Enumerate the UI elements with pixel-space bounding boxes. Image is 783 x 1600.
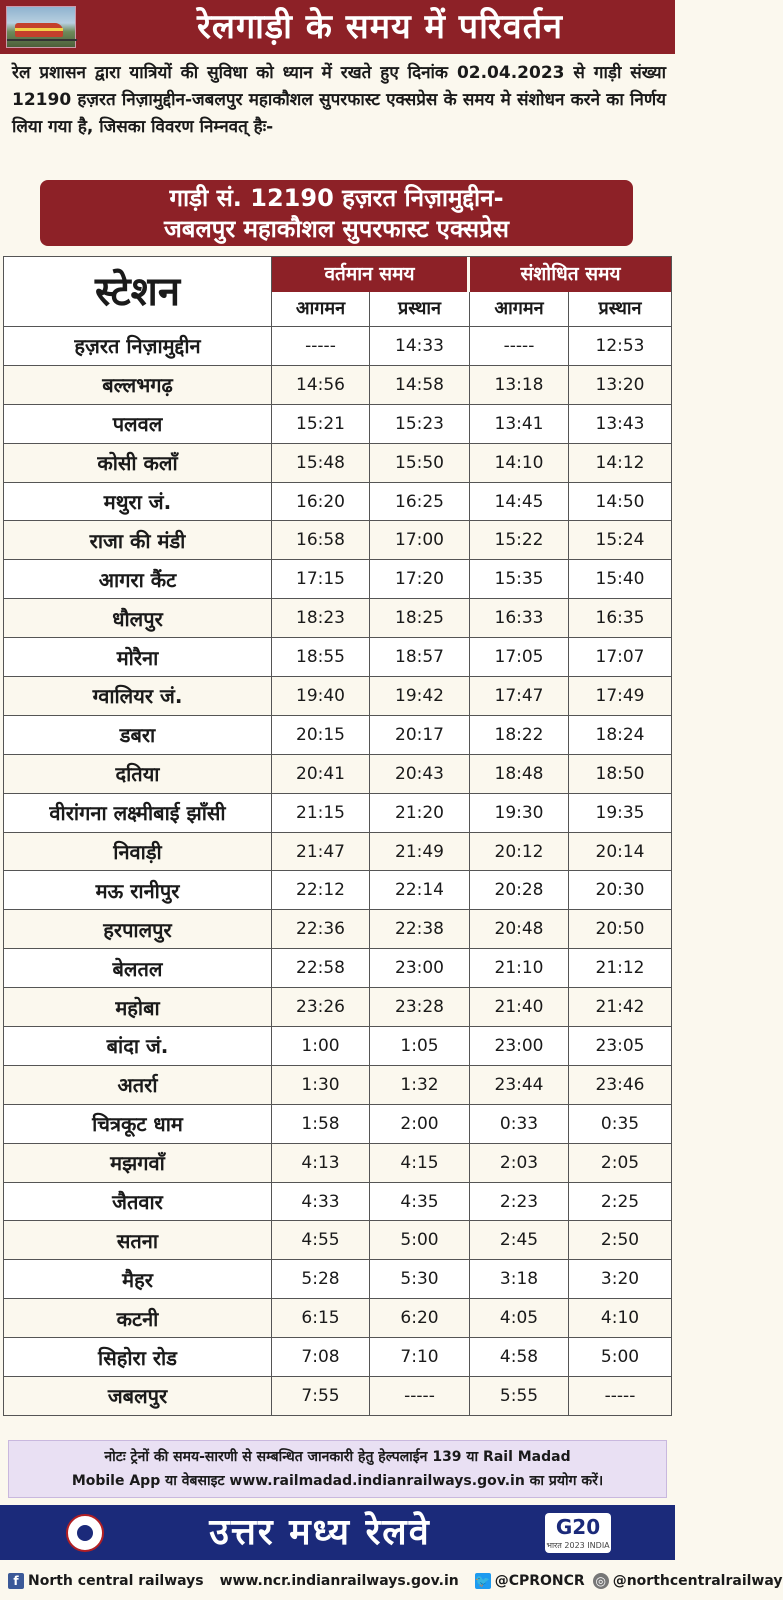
- current-departure-cell: 2:00: [370, 1105, 470, 1143]
- note-line-2: Mobile App या वेबसाइट www.railmadad.indianrailways.gov.in का प्रयोग करें।: [71, 1473, 604, 1489]
- current-departure-cell: 15:50: [370, 444, 470, 482]
- revised-arrival-cell: 20:12: [470, 833, 569, 871]
- station-name-cell: सिहोरा रोड: [4, 1338, 272, 1376]
- current-arrival-cell: 18:55: [272, 638, 370, 676]
- table-row: [3, 483, 672, 522]
- current-arrival-cell: 20:41: [272, 755, 370, 793]
- current-arrival-cell: 20:15: [272, 716, 370, 754]
- current-arrival-cell: 22:36: [272, 910, 370, 948]
- train-name-box: [40, 180, 633, 246]
- current-departure-cell: 14:33: [370, 327, 470, 365]
- website-link[interactable]: [220, 1573, 459, 1589]
- current-departure-cell: 14:58: [370, 366, 470, 404]
- revised-arrival-cell: 23:00: [470, 1027, 569, 1065]
- table-row: [3, 871, 672, 910]
- contact-footer: [0, 1562, 783, 1600]
- revised-arrival-cell: 3:18: [470, 1260, 569, 1298]
- current-departure-cell: 22:38: [370, 910, 470, 948]
- current-arrival-cell: 5:28: [272, 1260, 370, 1298]
- timetable: [3, 256, 672, 1416]
- station-name-cell: अतर्रा: [4, 1066, 272, 1104]
- current-departure-cell: 17:00: [370, 521, 470, 559]
- twitter-link[interactable]: [475, 1573, 585, 1589]
- facebook-handle: North central railways: [28, 1573, 204, 1589]
- current-arrival-cell: 7:08: [272, 1338, 370, 1376]
- current-departure-cell: 18:57: [370, 638, 470, 676]
- g20-logo: [545, 1513, 611, 1553]
- revised-departure-cell: 16:35: [595, 608, 645, 629]
- revised-departure-cell: 14:12: [595, 452, 645, 473]
- g20-logo-text: G20: [555, 1515, 601, 1539]
- revised-arrival-cell: 17:05: [470, 638, 569, 676]
- station-name-cell: बेलतल: [4, 949, 272, 987]
- current-departure-cell: 19:42: [370, 677, 470, 715]
- website-url: www.ncr.indianrailways.gov.in: [219, 1573, 459, 1589]
- station-name-cell: सतना: [4, 1221, 272, 1259]
- current-arrival-cell: 16:20: [272, 483, 370, 521]
- twitter-handle: @CPRONCR: [494, 1573, 585, 1589]
- table-row: [3, 638, 672, 677]
- revised-departure-cell: 2:50: [600, 1230, 640, 1251]
- current-arrival-cell: 17:15: [272, 560, 370, 598]
- station-name-cell: वीरांगना लक्ष्मीबाई झाँसी: [4, 794, 272, 832]
- station-name-cell: मोरैना: [4, 638, 272, 676]
- revised-arrival-cell: 18:22: [470, 716, 569, 754]
- table-row: [3, 949, 672, 988]
- current-time-header: वर्तमान समय: [272, 257, 470, 292]
- current-departure-cell: 18:25: [370, 599, 470, 637]
- current-departure-cell: 4:35: [370, 1183, 470, 1221]
- revised-departure-cell: 5:00: [600, 1347, 640, 1368]
- revised-arrival-cell: 2:03: [470, 1144, 569, 1182]
- current-arrival-cell: 1:58: [272, 1105, 370, 1143]
- current-departure-header: प्रस्थान: [370, 292, 470, 326]
- current-departure-cell: 15:23: [370, 405, 470, 443]
- page-title: रेलगाड़ी के समय में परिवर्तन: [197, 7, 563, 47]
- table-row: [3, 1338, 672, 1377]
- current-arrival-cell: 16:58: [272, 521, 370, 559]
- station-name-cell: जैतवार: [4, 1183, 272, 1221]
- current-departure-cell: 6:20: [370, 1299, 470, 1337]
- station-name-cell: महोबा: [4, 988, 272, 1026]
- revised-arrival-cell: 19:30: [470, 794, 569, 832]
- station-name-cell: आगरा कैंट: [4, 560, 272, 598]
- station-name-cell: मथुरा जं.: [4, 483, 272, 521]
- railway-zone-name: उत्तर मध्य रेलवे: [209, 1512, 431, 1553]
- station-name-cell: ग्वालियर जं.: [4, 677, 272, 715]
- revised-departure-cell: -----: [604, 1385, 636, 1406]
- current-arrival-cell: 23:26: [272, 988, 370, 1026]
- station-name-cell: हज़रत निज़ामुद्दीन: [4, 327, 272, 365]
- revised-departure-cell: 15:24: [595, 530, 645, 551]
- revised-departure-cell: 15:40: [595, 569, 645, 590]
- current-arrival-cell: 14:56: [272, 366, 370, 404]
- table-row: [3, 1183, 672, 1222]
- revised-arrival-cell: 14:45: [470, 483, 569, 521]
- station-name-cell: राजा की मंडी: [4, 521, 272, 559]
- revised-arrival-cell: 20:48: [470, 910, 569, 948]
- revised-departure-cell: 18:24: [595, 724, 645, 745]
- station-name-cell: निवाड़ी: [4, 833, 272, 871]
- revised-departure-header: प्रस्थान: [598, 298, 642, 319]
- station-name-cell: दतिया: [4, 755, 272, 793]
- revised-arrival-cell: 14:10: [470, 444, 569, 482]
- station-name-cell: बांदा जं.: [4, 1027, 272, 1065]
- current-arrival-cell: 22:58: [272, 949, 370, 987]
- instagram-icon: ◎: [593, 1573, 609, 1589]
- revised-departure-cell: 2:05: [600, 1152, 640, 1173]
- train-photo: [6, 6, 76, 48]
- revised-arrival-cell: -----: [470, 327, 569, 365]
- table-row: [3, 1299, 672, 1338]
- locomotive-icon: [15, 23, 63, 37]
- current-arrival-cell: 21:15: [272, 794, 370, 832]
- station-name-cell: बल्लभगढ़: [4, 366, 272, 404]
- revised-departure-cell: 13:20: [595, 374, 645, 395]
- current-departure-cell: 20:43: [370, 755, 470, 793]
- station-name-cell: पलवल: [4, 405, 272, 443]
- current-arrival-cell: 1:30: [272, 1066, 370, 1104]
- current-departure-cell: 21:20: [370, 794, 470, 832]
- instagram-link[interactable]: [593, 1573, 783, 1589]
- table-row: [3, 1221, 672, 1260]
- revised-departure-cell: 21:42: [595, 997, 645, 1018]
- facebook-link[interactable]: [8, 1573, 204, 1589]
- current-arrival-cell: -----: [272, 327, 370, 365]
- revised-departure-cell: 4:10: [600, 1308, 640, 1329]
- station-name-cell: डबरा: [4, 716, 272, 754]
- table-row: [3, 716, 672, 755]
- revised-departure-cell: 18:50: [595, 763, 645, 784]
- current-departure-cell: 4:15: [370, 1144, 470, 1182]
- revised-arrival-cell: 21:40: [470, 988, 569, 1026]
- table-row: [3, 366, 672, 405]
- revised-arrival-cell: 23:44: [470, 1066, 569, 1104]
- table-row: [3, 1377, 672, 1416]
- table-row: [3, 405, 672, 444]
- revised-departure-cell: 20:50: [595, 919, 645, 940]
- train-name-line-1: गाड़ी सं. 12190 हज़रत निज़ामुद्दीन-: [169, 184, 504, 212]
- revised-departure-cell: 23:05: [595, 1035, 645, 1056]
- revised-departure-cell: 17:07: [595, 647, 645, 668]
- current-arrival-cell: 4:55: [272, 1221, 370, 1259]
- revised-time-header: संशोधित समय: [470, 257, 671, 292]
- current-arrival-header: आगमन: [272, 292, 370, 326]
- current-arrival-cell: 6:15: [272, 1299, 370, 1337]
- current-arrival-cell: 1:00: [272, 1027, 370, 1065]
- table-row: [3, 327, 672, 366]
- revised-departure-cell: 21:12: [595, 958, 645, 979]
- current-departure-cell: 16:25: [370, 483, 470, 521]
- table-row: [3, 833, 672, 872]
- station-name-cell: मैहर: [4, 1260, 272, 1298]
- current-arrival-cell: 21:47: [272, 833, 370, 871]
- current-arrival-cell: 22:12: [272, 871, 370, 909]
- railway-banner: [0, 1505, 675, 1560]
- table-row: [3, 677, 672, 716]
- table-row: [3, 1105, 672, 1144]
- table-row: [3, 560, 672, 599]
- station-name-cell: जबलपुर: [4, 1377, 272, 1415]
- revised-arrival-cell: 13:18: [470, 366, 569, 404]
- station-name-cell: कोसी कलाँ: [4, 444, 272, 482]
- current-arrival-cell: 18:23: [272, 599, 370, 637]
- revised-arrival-cell: 4:05: [470, 1299, 569, 1337]
- revised-arrival-cell: 4:58: [470, 1338, 569, 1376]
- current-departure-cell: 20:17: [370, 716, 470, 754]
- current-arrival-cell: 7:55: [272, 1377, 370, 1415]
- current-departure-cell: 17:20: [370, 560, 470, 598]
- current-arrival-cell: 4:33: [272, 1183, 370, 1221]
- table-row: [3, 599, 672, 638]
- revised-arrival-cell: 20:28: [470, 871, 569, 909]
- title-banner: [0, 0, 675, 54]
- current-departure-cell: 5:30: [370, 1260, 470, 1298]
- station-name-cell: मऊ रानीपुर: [4, 871, 272, 909]
- revised-departure-cell: 17:49: [595, 685, 645, 706]
- revised-departure-cell: 23:46: [595, 1074, 645, 1095]
- station-name-cell: चित्रकूट धाम: [4, 1105, 272, 1143]
- rail-track: [7, 39, 77, 41]
- current-departure-cell: 5:00: [370, 1221, 470, 1259]
- station-name-cell: मझगवाँ: [4, 1144, 272, 1182]
- station-name-cell: धौलपुर: [4, 599, 272, 637]
- revised-arrival-cell: 2:23: [470, 1183, 569, 1221]
- current-departure-cell: 23:28: [370, 988, 470, 1026]
- intro-paragraph: रेल प्रशासन द्वारा यात्रियों की सुविधा को ध्यान में रखते हुए दिनांक 02.04.2023 से गाड़ी संख्या 12190 हज़रत निज़ामुद्दीन-जबलपुर महाकौशल सुपरफास्ट एक्सप्रेस के समय मे संशोधन करने का निर्णय लिया गया है, जिसका विवरण निम्नवत् हैः-: [12, 63, 666, 137]
- twitter-icon: 🐦: [475, 1574, 491, 1588]
- revised-arrival-cell: 17:47: [470, 677, 569, 715]
- table-row: [3, 521, 672, 560]
- revised-departure-cell: 2:25: [600, 1191, 640, 1212]
- revised-arrival-cell: 0:33: [470, 1105, 569, 1143]
- table-row: [3, 1066, 672, 1105]
- instagram-handle: @northcentralrailway: [612, 1573, 783, 1589]
- revised-departure-cell: 20:14: [595, 841, 645, 862]
- table-row: [3, 910, 672, 949]
- timetable-header: [3, 256, 672, 327]
- current-departure-cell: 1:05: [370, 1027, 470, 1065]
- table-row: [3, 794, 672, 833]
- g20-logo-subtext: भारत 2023 INDIA: [546, 1541, 610, 1550]
- revised-departure-cell: 3:20: [600, 1269, 640, 1290]
- revised-arrival-cell: 15:22: [470, 521, 569, 559]
- train-name-line-2: जबलपुर महाकौशल सुपरफास्ट एक्सप्रेस: [164, 215, 509, 243]
- revised-departure-cell: 19:35: [595, 802, 645, 823]
- revised-departure-cell: 0:35: [600, 1113, 640, 1134]
- current-arrival-cell: 19:40: [272, 677, 370, 715]
- current-departure-cell: 21:49: [370, 833, 470, 871]
- revised-arrival-cell: 13:41: [470, 405, 569, 443]
- current-arrival-cell: 15:21: [272, 405, 370, 443]
- helpline-note: [8, 1440, 667, 1498]
- current-departure-cell: -----: [370, 1377, 470, 1415]
- current-departure-cell: 22:14: [370, 871, 470, 909]
- indian-railways-logo-icon: [66, 1514, 104, 1552]
- revised-departure-cell: 14:50: [595, 491, 645, 512]
- table-row: [3, 444, 672, 483]
- revised-arrival-cell: 15:35: [470, 560, 569, 598]
- revised-arrival-cell: 5:55: [470, 1377, 569, 1415]
- current-departure-cell: 1:32: [370, 1066, 470, 1104]
- table-row: [3, 1027, 672, 1066]
- station-name-cell: कटनी: [4, 1299, 272, 1337]
- timetable-body: [3, 327, 672, 1416]
- revised-departure-cell: 20:30: [595, 880, 645, 901]
- station-column-header: स्टेशन: [4, 257, 272, 328]
- revised-arrival-header: आगमन: [470, 292, 569, 326]
- table-row: [3, 1144, 672, 1183]
- current-arrival-cell: 4:13: [272, 1144, 370, 1182]
- revised-arrival-cell: 21:10: [470, 949, 569, 987]
- table-row: [3, 755, 672, 794]
- revised-departure-cell: 13:43: [595, 413, 645, 434]
- table-row: [3, 988, 672, 1027]
- current-departure-cell: 23:00: [370, 949, 470, 987]
- revised-arrival-cell: 2:45: [470, 1221, 569, 1259]
- station-name-cell: हरपालपुर: [4, 910, 272, 948]
- facebook-icon: f: [8, 1573, 24, 1589]
- revised-arrival-cell: 16:33: [470, 599, 569, 637]
- table-row: [3, 1260, 672, 1299]
- current-arrival-cell: 15:48: [272, 444, 370, 482]
- revised-departure-cell: 12:53: [595, 335, 645, 356]
- note-line-1: नोटः ट्रेनों की समय-सारणी से सम्बन्धित जानकारी हेतु हेल्पलाईन 139 या Rail Madad: [104, 1449, 571, 1465]
- revised-arrival-cell: 18:48: [470, 755, 569, 793]
- current-departure-cell: 7:10: [370, 1338, 470, 1376]
